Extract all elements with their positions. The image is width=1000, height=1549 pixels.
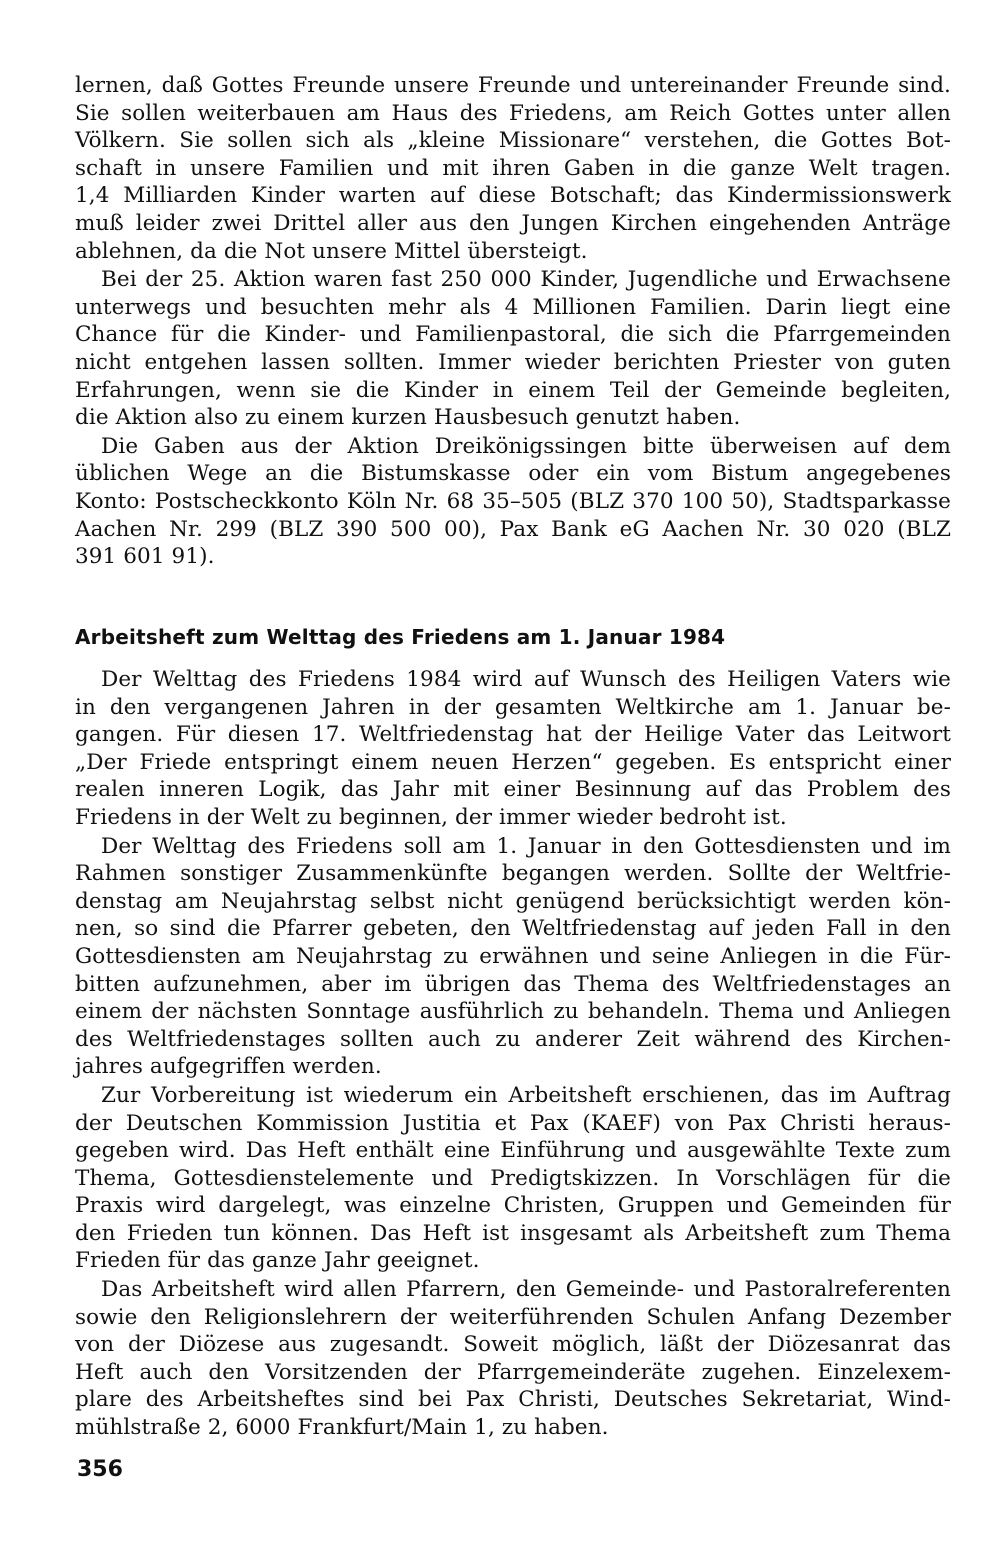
text-line: Chance für die Kinder- und Familienpastoral, die sich die Pfarrgemeinden xyxy=(75,322,951,348)
text-line: lernen, daß Gottes Freunde unsere Freunde und untereinander Freunde sind. xyxy=(75,73,951,98)
text-line: 391 601 91). xyxy=(75,544,215,570)
text-line: des Weltfriedenstages sollten auch zu anderer Zeit während des Kirchen- xyxy=(75,1026,951,1052)
text-line: Zur Vorbereitung ist wiederum ein Arbeitsheft erschienen, das im Auftrag xyxy=(101,1082,951,1108)
text-line: Thema, Gottesdienstelemente und Predigtskizzen. In Vorschlägen für die xyxy=(75,1165,951,1191)
text-line: Praxis wird dargelegt, was einzelne Christen, Gruppen und Gemeinden für xyxy=(75,1193,951,1219)
text-line: gangen. Für diesen 17. Weltfriedenstag hat der Heilige Vater das Leitwort xyxy=(75,722,951,748)
paragraph xyxy=(75,433,951,571)
text-line: plare des Arbeitsheftes sind bei Pax Christi, Deutsches Sekretariat, Wind- xyxy=(75,1387,951,1413)
text-line: mühlstraße 2, 6000 Frankfurt/Main 1, zu haben. xyxy=(75,1415,609,1441)
text-line: nicht entgehen lassen sollten. Immer wieder berichten Priester von guten xyxy=(75,349,951,375)
text-line: üblichen Wege an die Bistumskasse oder ein vom Bistum angegebenes xyxy=(75,461,951,487)
text-line: ablehnen, da die Not unsere Mittel übersteigt. xyxy=(75,238,588,264)
text-line: schaft in unsere Familien und mit ihren Gaben in die ganze Welt tragen. xyxy=(75,155,951,181)
text-line: Das Arbeitsheft wird allen Pfarrern, den Gemeinde- und Pastoralreferenten xyxy=(101,1277,951,1303)
text-line: Gottesdiensten am Neujahrstag zu erwähnen und seine Anliegen in die Für- xyxy=(75,943,951,969)
text-line: einem der nächsten Sonntage ausführlich zu behandeln. Thema und Anliegen xyxy=(75,999,951,1025)
paragraph xyxy=(75,266,951,432)
text-line: nen, so sind die Pfarrer gebeten, den Weltfriedenstag auf jeden Fall in den xyxy=(75,916,951,942)
text-line: Friedens in der Welt zu beginnen, der immer wieder bedroht ist. xyxy=(75,804,787,830)
text-line: Frieden für das ganze Jahr geeignet. xyxy=(75,1248,480,1274)
text-line: Heft auch den Vorsitzenden der Pfarrgemeinderäte zugehen. Einzelexem- xyxy=(75,1359,951,1385)
text-line: bitten aufzunehmen, aber im übrigen das Thema des Weltfriedenstages an xyxy=(75,971,951,997)
text-line: unterwegs und besuchten mehr als 4 Millionen Familien. Darin liegt eine xyxy=(75,294,951,320)
text-line: Völkern. Sie sollen sich als „kleine Missionare“ verstehen, die Gottes Bot- xyxy=(75,128,951,154)
paragraph xyxy=(75,833,951,1081)
text-line: Die Gaben aus der Aktion Dreikönigssingen bitte überweisen auf dem xyxy=(101,433,951,459)
paragraph xyxy=(75,1276,951,1442)
section-heading: Arbeitsheft zum Welttag des Friedens am 1. Januar 1984 xyxy=(75,625,726,649)
text-line: Sie sollen weiterbauen am Haus des Friedens, am Reich Gottes unter allen xyxy=(75,100,951,126)
text-line: der Deutschen Kommission Justitia et Pax (KAEF) von Pax Christi heraus- xyxy=(75,1110,951,1136)
body-text-section-2 xyxy=(75,666,951,1443)
text-line: gegeben wird. Das Heft enthält eine Einführung und ausgewählte Texte zum xyxy=(75,1138,951,1164)
text-line: Rahmen sonstiger Zusammenkünfte begangen werden. Sollte der Weltfrie- xyxy=(75,861,951,887)
text-line: den Frieden tun können. Das Heft ist insgesamt als Arbeitsheft zum Thema xyxy=(75,1220,951,1246)
text-line: jahres aufgegriffen werden. xyxy=(75,1054,382,1080)
body-text-section-1 xyxy=(75,72,951,572)
text-line: realen inneren Logik, das Jahr mit einer Besinnung auf das Problem des xyxy=(75,777,951,803)
paragraph xyxy=(75,72,951,265)
text-line: denstag am Neujahrstag selbst nicht genügend berücksichtigt werden kön- xyxy=(75,888,951,914)
paragraph xyxy=(75,666,951,832)
text-line: Der Welttag des Friedens 1984 wird auf Wunsch des Heiligen Vaters wie xyxy=(101,667,951,692)
paragraph xyxy=(75,1082,951,1275)
text-line: „Der Friede entspringt einem neuen Herzen“ gegeben. Es entspricht einer xyxy=(75,749,951,775)
text-line: muß leider zwei Drittel aller aus den Jungen Kirchen eingehenden Anträge xyxy=(75,210,951,236)
page-number: 356 xyxy=(77,1457,123,1482)
text-line: Erfahrungen, wenn sie die Kinder in einem Teil der Gemeinde begleiten, xyxy=(75,377,951,403)
text-line: in den vergangenen Jahren in der gesamten Weltkirche am 1. Januar be- xyxy=(75,694,951,720)
text-line: Konto: Postscheckkonto Köln Nr. 68 35–505 (BLZ 370 100 50), Stadtsparkasse xyxy=(75,488,951,514)
text-line: 1,4 Milliarden Kinder warten auf diese Botschaft; das Kindermissionswerk xyxy=(75,183,951,209)
text-line: Bei der 25. Aktion waren fast 250 000 Kinder, Jugendliche und Erwachsene xyxy=(101,267,951,293)
text-line: sowie den Religionslehrern der weiterführenden Schulen Anfang Dezember xyxy=(75,1304,951,1330)
text-line: Aachen Nr. 299 (BLZ 390 500 00), Pax Bank eG Aachen Nr. 30 020 (BLZ xyxy=(75,516,951,542)
text-line: die Aktion also zu einem kurzen Hausbesuch genutzt haben. xyxy=(75,405,741,431)
text-line: von der Diözese aus zugesandt. Soweit möglich, läßt der Diözesanrat das xyxy=(75,1332,951,1358)
text-line: Der Welttag des Friedens soll am 1. Januar in den Gottesdiensten und im xyxy=(101,833,951,859)
